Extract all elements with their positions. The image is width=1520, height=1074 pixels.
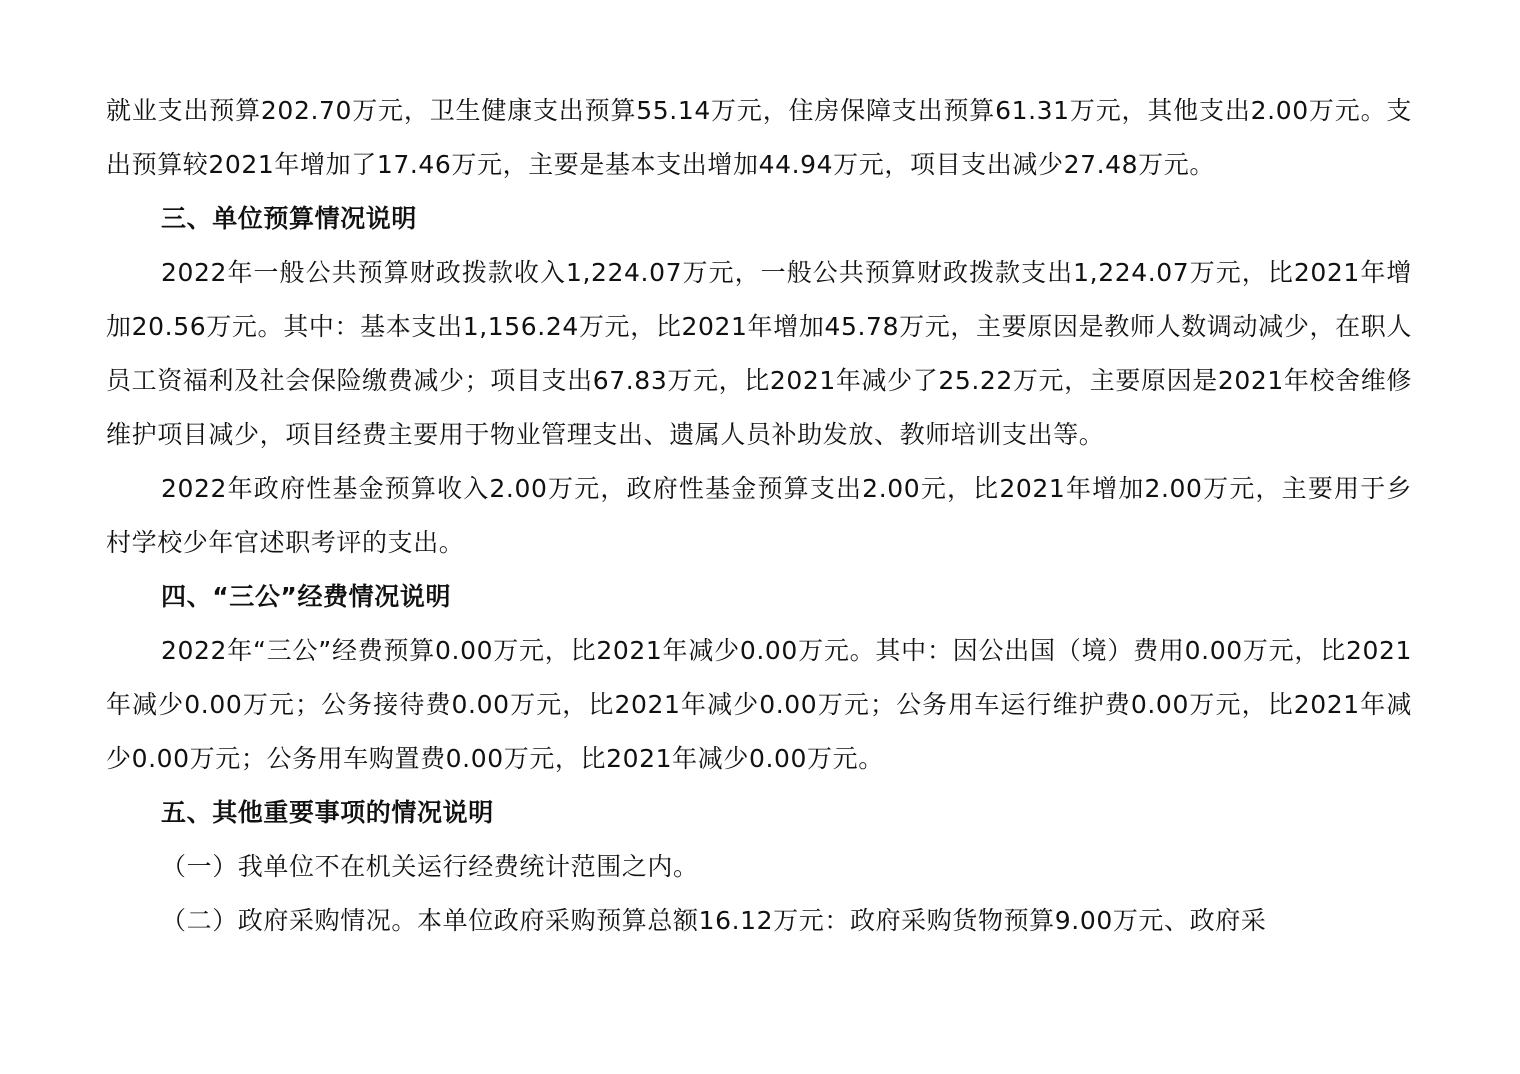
paragraph-operating-expenses-scope: （一）我单位不在机关运行经费统计范围之内。 — [161, 852, 699, 881]
heading-three-public-expenses: 四、“三公”经费情况说明 — [161, 582, 452, 611]
paragraph-expenditure-summary: 就业支出预算202.70万元，卫生健康支出预算55.14万元，住房保障支出预算61.31万元，其他支出2.00万元。支出预算较2021年增加了17.46万元，主要是基本支出增加44.94万元，项目支出减少27.48万元。 — [106, 96, 1412, 179]
paragraph-government-procurement: （二）政府采购情况。本单位政府采购预算总额16.12万元：政府采购货物预算9.00万元、政府采 — [161, 906, 1267, 935]
document-page — [106, 84, 1412, 948]
paragraph-general-public-budget: 2022年一般公共预算财政拨款收入1,224.07万元，一般公共预算财政拨款支出1,224.07万元，比2021年增加20.56万元。其中：基本支出1,156.24万元，比2021年增加45.78万元，主要原因是教师人数调动减少，在职人员工资福利及社会保险缴费减少；项目支出67.83万元，比2021年减少了25.22万元，主要原因是2021年校舍维修维护项目减少，项目经费主要用于物业管理支出、遗属人员补助发放、教师培训支出等。 — [106, 258, 1412, 449]
paragraph-government-fund-budget: 2022年政府性基金预算收入2.00万元，政府性基金预算支出2.00元，比2021年增加2.00万元，主要用于乡村学校少年官述职考评的支出。 — [106, 474, 1412, 557]
heading-other-matters: 五、其他重要事项的情况说明 — [161, 798, 494, 827]
paragraph-three-public-expenses: 2022年“三公”经费预算0.00万元，比2021年减少0.00万元。其中：因公出国（境）费用0.00万元，比2021年减少0.00万元；公务接待费0.00万元，比2021年减少0.00万元；公务用车运行维护费0.00万元，比2021年减少0.00万元；公务用车购置费0.00万元，比2021年减少0.00万元。 — [106, 636, 1412, 773]
heading-unit-budget: 三、单位预算情况说明 — [161, 204, 418, 233]
